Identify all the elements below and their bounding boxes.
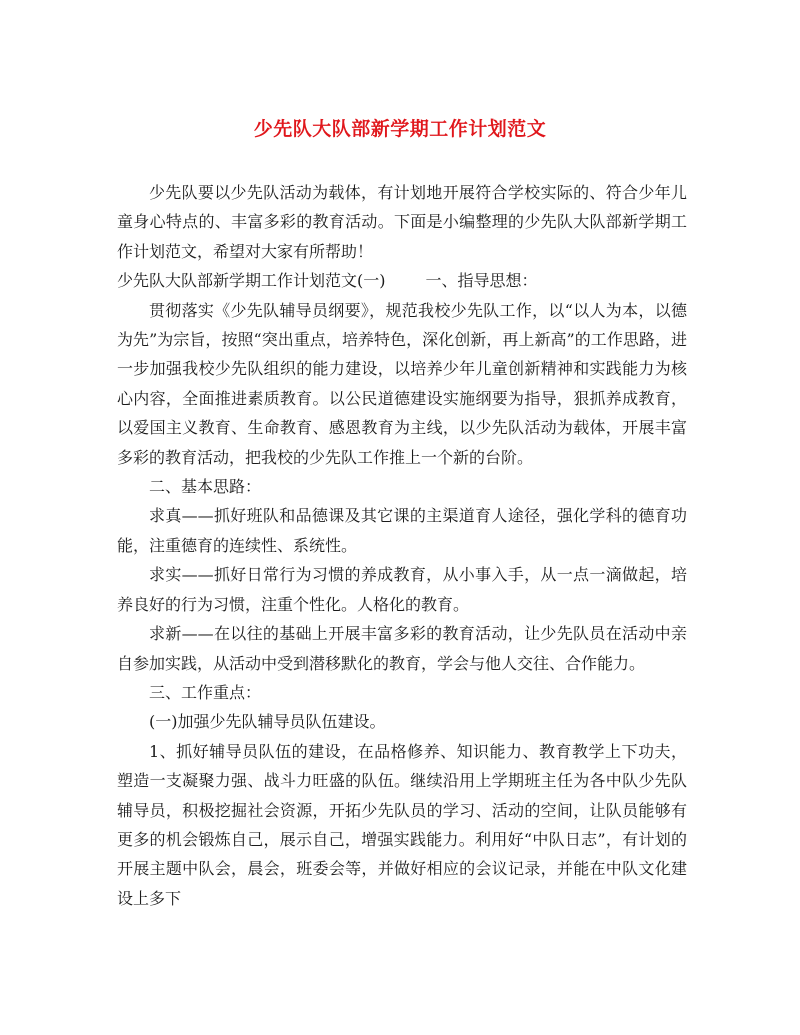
intro-paragraph: 少先队要以少先队活动为载体，有计划地开展符合学校实际的、符合少年儿童身心特点的、丰富多彩的教育活动。下面是小编整理的少先队大队部新学期工作计划范文，希望对大家有所帮助！ — [117, 183, 687, 261]
document-title: 少先队大队部新学期工作计划范文 — [253, 118, 547, 140]
guiding-thought-paragraph: 贯彻落实《少先队辅导员纲要》，规范我校少先队工作，以“以人为本，以德为先”为宗旨，按照“突出重点，培养特色，深化创新，再上新高”的工作思路，进一步加强我校少先队组织的能力建设，以培养少年儿童创新精神和实践能力为核心内容，全面推进素质教育。以公民道德建设实施纲要为指导，狠抓养成教育，以爱国主义教育、生命教育、感恩教育为主线，以少先队活动为载体，开展丰富多彩的教育活动，把我校的少先队工作推上一个新的台阶。 — [117, 300, 687, 467]
idea-paragraph-1: 求真——抓好班队和品德课及其它课的主渠道育人途径，强化学科的德育功能，注重德育的连续性、系统性。 — [117, 506, 687, 555]
heading-work-focus: 三、工作重点： — [149, 682, 262, 702]
idea-paragraph-2: 求实——抓好日常行为习惯的养成教育，从小事入手，从一点一滴做起，培养良好的行为习惯，注重个性化。人格化的教育。 — [117, 565, 687, 614]
section-line — [117, 266, 687, 295]
heading-guiding-thought: 一、指导思想： — [425, 271, 538, 291]
heading-basic-ideas: 二、基本思路： — [149, 477, 262, 497]
idea-paragraph-3: 求新——在以往的基础上开展丰富多彩的教育活动，让少先队员在活动中亲自参加实践，从活动中受到潜移默化的教育，学会与他人交往、合作能力。 — [117, 624, 687, 673]
document-body — [117, 178, 687, 913]
sub-heading-counselor: (一)加强少先队辅导员队伍建设。 — [149, 712, 386, 732]
item-paragraph-1: 1、抓好辅导员队伍的建设，在品格修养、知识能力、教育教学上下功夫，塑造一支凝聚力强、战斗力旺盛的队伍。继续沿用上学期班主任为各中队少先队辅导员，积极挖掘社会资源，开拓少先队员的学习、活动的空间，让队员能够有更多的机会锻炼自己，展示自己，增强实践能力。利用好“中队日志”，有计划的开展主题中队会，晨会，班委会等，并做好相应的会议记录，并能在中队文化建设上多下 — [117, 741, 687, 908]
section-label: 少先队大队部新学期工作计划范文(一) — [117, 271, 386, 291]
